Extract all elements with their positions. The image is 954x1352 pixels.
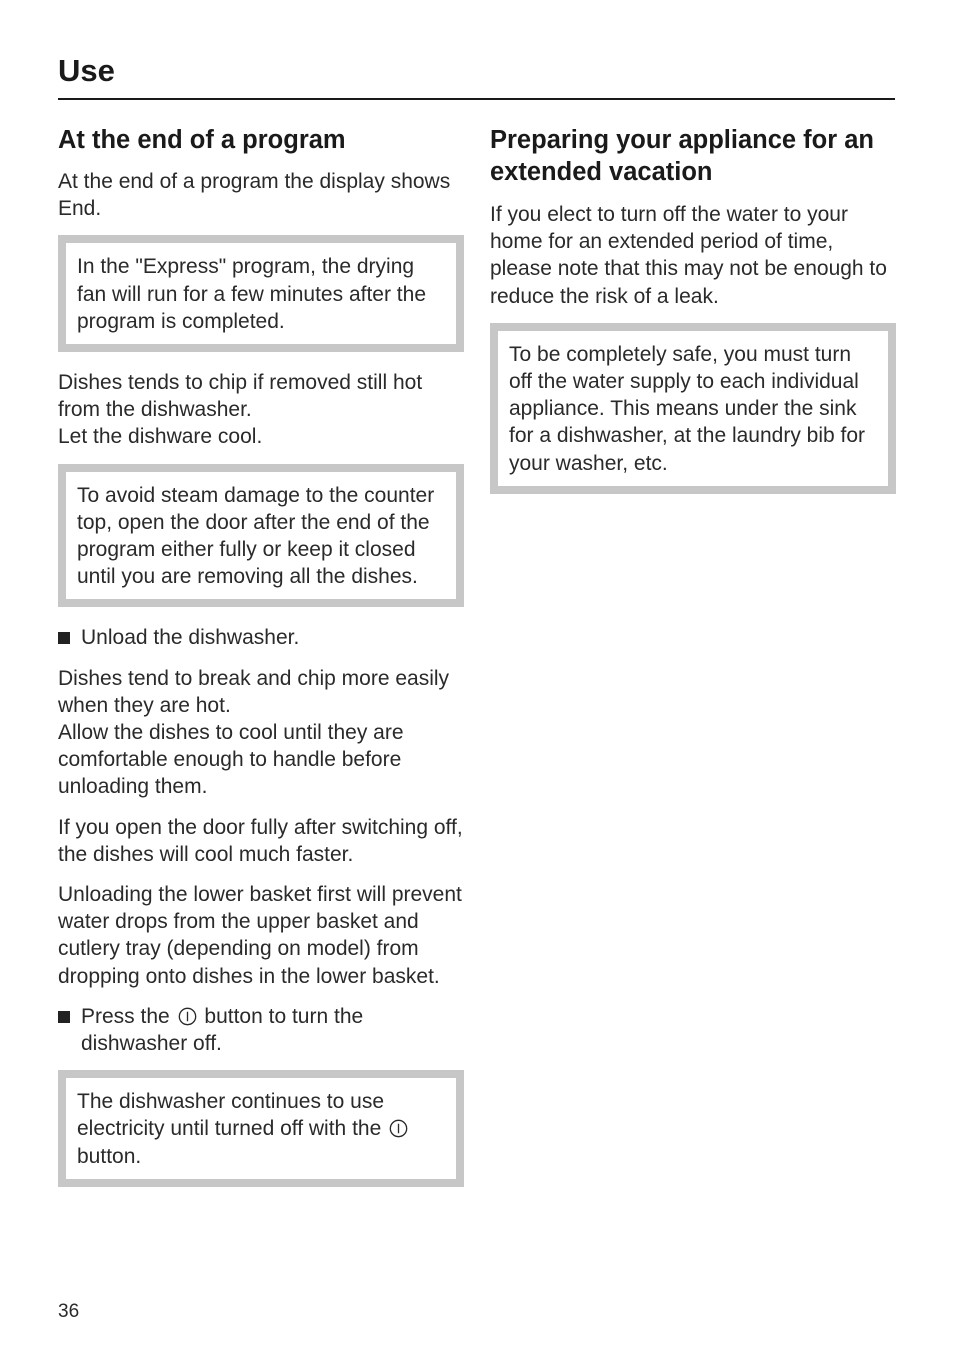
note-express xyxy=(58,235,464,352)
step-unload xyxy=(58,624,464,651)
left-column xyxy=(58,124,464,1204)
chip-line-1: Dishes tends to chip if removed still hot from the dishwasher. xyxy=(58,371,423,422)
chip-paragraph xyxy=(58,369,464,451)
break-paragraph xyxy=(58,665,464,801)
power-button-icon xyxy=(178,1007,197,1026)
step-press-after: button to turn the dishwasher off. xyxy=(81,1004,364,1056)
note-electricity-before: The dishwasher continues to use electricity until turned off with the xyxy=(77,1090,385,1141)
note-electricity-text xyxy=(77,1088,446,1170)
note-water-supply-text: To be completely safe, you must turn off the water supply to each individual appliance. This means under the sink for a dishwasher, at the laundry bib for your washer, etc. xyxy=(509,342,866,475)
break-line-1: Dishes tend to break and chip more easily when they are hot. xyxy=(58,666,450,717)
right-column xyxy=(490,124,896,511)
step-press-power xyxy=(58,1003,464,1057)
note-steam xyxy=(58,464,464,608)
note-steam-text: To avoid steam damage to the counter top, open the door after the end of the program either fully or keep it closed until you are removing all the dishes. xyxy=(77,483,435,589)
step-press-text xyxy=(81,1003,464,1057)
bullet-square-icon xyxy=(58,632,70,644)
intro-paragraph: At the end of a program the display shows End. xyxy=(58,170,451,221)
power-button-icon xyxy=(389,1119,408,1138)
note-water-supply xyxy=(490,323,896,494)
door-paragraph: If you open the door fully after switching off, the dishes will cool much faster. xyxy=(58,815,463,866)
step-press-before: Press the xyxy=(81,1004,170,1028)
section-title: Use xyxy=(58,53,115,88)
chip-line-2: Let the dishware cool. xyxy=(58,425,263,449)
page-number: 36 xyxy=(58,1301,80,1322)
basket-paragraph: Unloading the lower basket first will prevent water drops from the upper basket and cutlery tray (depending on model) from dropping onto dishes in the lower basket. xyxy=(58,883,462,988)
note-electricity-after: button. xyxy=(77,1144,142,1168)
vacation-paragraph: If you elect to turn off the water to your home for an extended period of time, please note that this may not be enough to reduce the risk of a leak. xyxy=(490,203,887,308)
title-rule xyxy=(58,98,895,100)
break-line-2: Allow the dishes to cool until they are comfortable enough to handle before unloading them. xyxy=(58,721,404,799)
note-electricity xyxy=(58,1070,464,1187)
bullet-square-icon xyxy=(58,1011,70,1023)
heading-extended-vacation: Preparing your appliance for an extended vacation xyxy=(490,126,875,186)
step-unload-text: Unload the dishwasher. xyxy=(81,626,300,650)
note-express-text: In the "Express" program, the drying fan will run for a few minutes after the program is completed. xyxy=(77,255,426,333)
heading-end-of-program: At the end of a program xyxy=(58,126,346,154)
